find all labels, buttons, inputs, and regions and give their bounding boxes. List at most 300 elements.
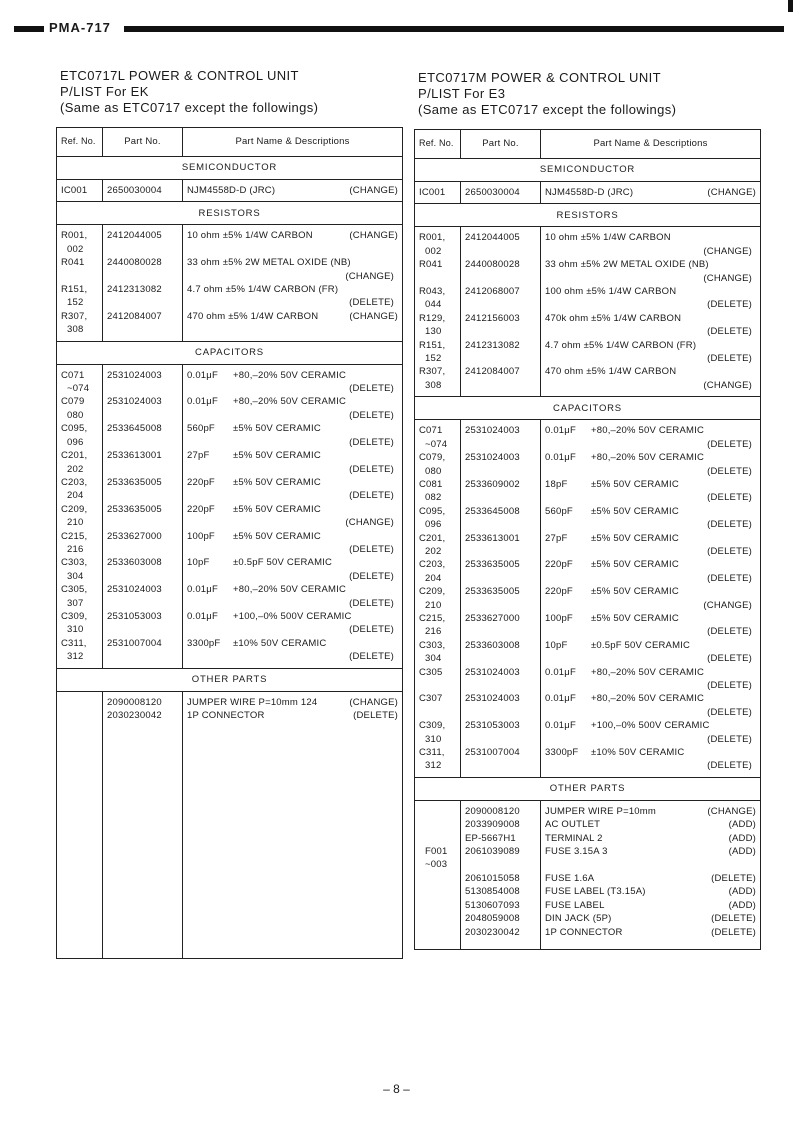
ref-line: 082 [425,492,442,504]
part-number: 2061039089 [465,846,520,858]
section-header: CAPACITORS [415,397,761,420]
action-status: (DELETE) [349,543,394,555]
part-name: +80,–20% 50V CERAMIC [591,452,705,464]
part-number: 2650030004 [465,187,520,198]
header-rule [124,26,784,32]
part-no-cell [461,285,541,312]
ref-line: C305 [419,666,443,678]
table-row [57,556,403,583]
part-no-cell [103,449,183,476]
action-status: (DELETE) [711,913,756,925]
description-cell [541,451,761,478]
part-no-cell [103,610,183,637]
action-status: (DELETE) [707,706,752,718]
part-number: 2531024003 [107,396,162,408]
description-cell [183,503,403,530]
table-row [415,532,761,559]
table-row [57,283,403,310]
part-name: +100,–0% 500V CERAMIC [233,610,352,622]
part-no-cell [103,283,183,310]
description-line [187,449,398,462]
part-value: 220pF [545,586,573,598]
description-line [187,503,398,516]
ref-line: C303, [61,557,88,569]
part-no-cell [103,583,183,610]
description-cell [541,558,761,585]
action-status: (ADD) [728,886,756,898]
table-row [415,451,761,478]
ref-line: R001, [61,230,88,242]
part-no-cell [103,422,183,449]
part-number: 2533645008 [465,505,520,517]
ref-line [419,679,456,692]
part-value: 100pF [187,530,215,542]
description-cell [183,184,403,197]
ref-cell [415,532,461,559]
part-name: NJM4558D-D (JRC) [545,187,634,198]
part-value: 27pF [545,532,568,544]
part-no-cell [103,503,183,530]
part-name: ±5% 50V CERAMIC [591,559,679,571]
description-line [187,610,398,623]
part-name: ±5% 50V CERAMIC [233,503,321,515]
part-no-cell [461,692,541,719]
part-number: 2531053003 [107,610,162,622]
part-no-cell [461,339,541,366]
ref-cell [57,229,103,256]
part-no-cell [461,505,541,532]
ref-line: C311, [61,637,87,649]
description-cell [183,369,403,396]
part-no-cell [103,476,183,503]
description-cell [541,692,761,719]
part-number: EP-5667H1 [465,832,516,844]
part-no-cell [103,696,183,723]
part-name: ±0.5pF 50V CERAMIC [233,557,333,569]
part-name: ±5% 50V CERAMIC [591,532,679,544]
part-number: 2533627000 [465,612,520,624]
table-row [415,719,761,746]
part-no-cell [103,637,183,664]
description-cell [183,229,403,256]
description-line [187,637,398,650]
action-status: (CHANGE) [703,245,752,257]
part-no-cell [461,365,541,392]
ref-line: C203, [61,476,88,488]
table-row [415,558,761,585]
ref-line: C203, [419,559,446,571]
ref-cell [57,530,103,557]
ref-line: 002 [425,245,442,257]
ref-cell [415,451,461,478]
ref-line: C095, [61,423,88,435]
action-status: (DELETE) [707,465,752,477]
description-line [545,639,756,652]
action-status: (DELETE) [707,680,752,691]
ref-line: C209, [419,586,446,598]
description-line [545,832,756,845]
part-value: 27pF [187,450,210,462]
description-cell [541,339,761,366]
description-line [545,585,756,598]
part-name: AC OUTLET [545,819,601,831]
description-line [545,885,756,898]
ref-cell [415,186,461,199]
ref-line: 130 [425,326,442,338]
ref-line: 312 [425,760,442,772]
ref-line [61,696,98,709]
page-number: – 8 – [383,1082,410,1096]
section-header: RESISTORS [57,202,403,225]
part-name: JUMPER WIRE P=10mm [545,805,657,817]
part-number: 2412313082 [465,339,520,351]
description-line [545,805,756,818]
part-number: 2533603008 [465,639,520,651]
ref-line: 308 [425,379,442,391]
description-cell [541,805,761,872]
action-status: (CHANGE) [349,310,398,322]
part-number: 2412084007 [107,310,162,322]
part-no-cell [461,424,541,451]
ref-cell [415,666,461,693]
ref-line: C215, [61,530,88,542]
ref-cell [57,310,103,337]
ref-line: IC001 [419,187,446,198]
action-status: (DELETE) [707,572,752,584]
description-line [545,926,756,939]
table-row [57,422,403,449]
part-name: FUSE LABEL (T3.15A) [545,886,646,898]
part-number: 2531024003 [465,425,520,437]
action-status: (CHANGE) [345,270,394,282]
part-name: FUSE LABEL [545,899,605,911]
ref-line: 307 [67,597,84,609]
action-status: (CHANGE) [703,379,752,391]
action-status: (DELETE) [707,299,752,311]
table-row [415,746,761,773]
ref-cell [415,231,461,258]
ref-cell [57,696,103,723]
section-header: SEMICONDUCTOR [57,157,403,180]
part-name: ±5% 50V CERAMIC [233,476,321,488]
ref-line: R151, [419,339,446,351]
part-no-cell [461,312,541,339]
page-corner-mark [788,0,793,12]
part-no-cell [461,451,541,478]
section-header: OTHER PARTS [415,777,761,800]
ref-line: C209, [61,503,88,515]
part-number: 2533627000 [107,530,162,542]
description-line [187,476,398,489]
description-line [187,256,398,269]
table-row [57,583,403,610]
section-header: RESISTORS [415,204,761,227]
ref-line: 310 [425,733,442,745]
description-line [545,666,756,679]
description-line [545,818,756,831]
table-row [57,610,403,637]
description-line [187,530,398,543]
part-name: 10 ohm ±5% 1/4W CARBON [545,232,671,244]
ref-line: 096 [425,519,442,531]
ref-cell [415,639,461,666]
part-number: 2650030004 [107,185,162,196]
part-value: 220pF [545,559,573,571]
action-status: (DELETE) [349,463,394,475]
ref-line: C309, [419,720,446,732]
description-cell [541,612,761,639]
part-value: 0.01μF [187,369,218,381]
description-line [545,505,756,518]
ref-line: R043, [419,286,446,298]
description-cell [183,395,403,422]
header-rule-left [14,26,44,32]
description-line [545,558,756,571]
ref-cell [57,637,103,664]
table-row [415,365,761,392]
table-row [57,256,403,283]
description-line [545,231,756,244]
action-status: (DELETE) [707,653,752,665]
ref-line: C079 [61,396,85,408]
ref-cell [415,719,461,746]
part-no-cell [461,746,541,773]
right-title: ETC0717M POWER & CONTROL UNIT [418,70,661,85]
part-value: 100pF [545,612,573,624]
part-value: 10pF [545,639,568,651]
part-value: 18pF [545,478,568,490]
ref-line: 080 [67,409,84,421]
description-line [545,285,756,298]
ref-line: 304 [425,653,442,665]
description-line [545,899,756,912]
table-row [415,872,761,939]
table-row [57,369,403,396]
part-value: 560pF [545,505,573,517]
table-row [415,339,761,366]
ref-cell [415,424,461,451]
part-number: 2531053003 [465,720,520,732]
part-value: 0.01μF [545,425,576,437]
ref-line: C201, [61,450,88,462]
ref-line: 202 [425,545,442,557]
part-name: ±5% 50V CERAMIC [591,478,679,490]
ref-line: R151, [61,284,88,296]
ref-cell [415,285,461,312]
description-cell [541,424,761,451]
ref-line: 308 [67,324,84,336]
table-row [415,666,761,693]
part-name: 1P CONNECTOR [545,926,623,938]
part-number: 2440080028 [107,257,162,269]
table-row [415,692,761,719]
action-status: (DELETE) [349,651,394,663]
part-number: 2533609002 [465,478,520,490]
description-line [187,369,398,382]
part-name: FUSE 1.6A [545,872,595,884]
action-status: (DELETE) [707,733,752,745]
table-row [415,585,761,612]
part-name: JUMPER WIRE P=10mm 124 [187,696,318,708]
part-number: 2412044005 [465,232,520,244]
action-status: (DELETE) [707,626,752,638]
ref-line: R041 [61,257,85,269]
part-no-cell [103,310,183,337]
part-number: 2090008120 [107,696,162,708]
part-value: 0.01μF [187,396,218,408]
part-number: 2533635005 [107,476,162,488]
part-name: 4.7 ohm ±5% 1/4W CARBON (FR) [545,339,697,351]
col-header-description: Part Name & Descriptions [183,128,403,157]
ref-line: 080 [425,465,442,477]
ref-line: C071 [419,425,443,437]
description-cell [541,505,761,532]
ref-line: C305, [61,584,88,596]
action-status: (CHANGE) [349,230,398,242]
ref-line: C307 [419,693,443,705]
description-line [187,696,398,709]
action-status: (CHANGE) [703,272,752,284]
part-no-cell [103,369,183,396]
description-line [187,229,398,242]
description-cell [541,639,761,666]
part-name: 33 ohm ±5% 2W METAL OXIDE (NB) [545,259,709,271]
action-status: (CHANGE) [703,599,752,611]
part-no-cell [461,478,541,505]
part-number: 2048059008 [465,913,520,925]
ref-line: F001 [425,846,448,858]
description-cell [541,365,761,392]
ref-line: 312 [67,651,84,663]
part-value: 3300pF [545,747,579,759]
table-row [57,449,403,476]
description-line [545,258,756,271]
ref-line: C303, [419,639,446,651]
description-line [545,365,756,378]
description-line [187,395,398,408]
part-name: ±5% 50V CERAMIC [591,612,679,624]
description-line [187,556,398,569]
part-number: 2531024003 [465,693,520,705]
ref-cell [57,184,103,197]
part-no-cell [461,558,541,585]
left-parts-list [56,68,403,959]
ref-line: 304 [67,570,84,582]
action-status: (CHANGE) [349,185,398,196]
description-cell [541,719,761,746]
description-line [545,746,756,759]
description-cell [183,530,403,557]
ref-cell [57,583,103,610]
ref-line: 310 [67,624,84,636]
table-row [415,424,761,451]
part-no-cell [461,258,541,285]
col-header-ref: Ref. No. [415,130,461,159]
part-number: 2533635005 [465,586,520,598]
action-status: (DELETE) [349,597,394,609]
action-status: (DELETE) [349,490,394,502]
part-value: 0.01μF [187,610,218,622]
part-no-cell [103,229,183,256]
ref-line: R041 [419,259,443,271]
ref-cell [57,395,103,422]
table-row [57,696,403,723]
part-name: 100 ohm ±5% 1/4W CARBON [545,286,677,298]
description-line [187,310,398,323]
description-line [545,478,756,491]
part-name: 470 ohm ±5% 1/4W CARBON [545,366,677,378]
ref-line: C215, [419,612,446,624]
left-title: ETC0717L POWER & CONTROL UNIT [60,68,299,83]
ref-line: 216 [67,543,84,555]
section-header: OTHER PARTS [57,668,403,691]
description-line [545,719,756,732]
col-header-description: Part Name & Descriptions [541,130,761,159]
action-status: (DELETE) [707,492,752,504]
part-value: 0.01μF [545,693,576,705]
section-header: CAPACITORS [57,341,403,364]
description-line [187,583,398,596]
part-name: +100,–0% 500V CERAMIC [591,720,710,732]
action-status: (CHANGE) [707,805,756,817]
action-status: (DELETE) [349,570,394,582]
description-cell [541,186,761,199]
part-name: ±5% 50V CERAMIC [233,450,321,462]
part-no-cell [103,530,183,557]
description-cell [183,449,403,476]
table-row [415,505,761,532]
ref-line [419,818,456,831]
table-row [57,637,403,664]
table-row [57,229,403,256]
part-number: 2412313082 [107,284,162,296]
table-row [57,476,403,503]
part-name: ±5% 50V CERAMIC [233,423,321,435]
table-row [57,530,403,557]
description-line [545,532,756,545]
ref-cell [57,369,103,396]
table-row [415,258,761,285]
description-line [545,872,756,885]
part-number: 2533645008 [107,423,162,435]
ref-cell [415,312,461,339]
description-cell [183,476,403,503]
part-name: ±5% 50V CERAMIC [591,505,679,517]
part-no-cell [461,231,541,258]
part-name: ±10% 50V CERAMIC [591,747,685,759]
ref-line: ~074 [425,438,448,450]
ref-cell [415,692,461,719]
part-number: 5130854008 [465,886,520,898]
part-no-cell [461,612,541,639]
part-value: 560pF [187,423,215,435]
part-name: ±0.5pF 50V CERAMIC [591,639,691,651]
ref-line: C071 [61,369,85,381]
part-number: 2531007004 [465,747,520,759]
action-status: (DELETE) [707,326,752,338]
ref-line: 202 [67,463,84,475]
part-number: 2412044005 [107,230,162,242]
right-note: (Same as ETC0717 except the followings) [418,102,677,117]
part-no-cell [103,556,183,583]
description-cell [183,422,403,449]
action-status: (DELETE) [707,438,752,450]
ref-cell [415,872,461,939]
model-title: PMA-717 [46,20,114,36]
description-line [187,709,398,722]
part-name: 4.7 ohm ±5% 1/4W CARBON (FR) [187,284,339,296]
action-status: (CHANGE) [349,696,398,708]
